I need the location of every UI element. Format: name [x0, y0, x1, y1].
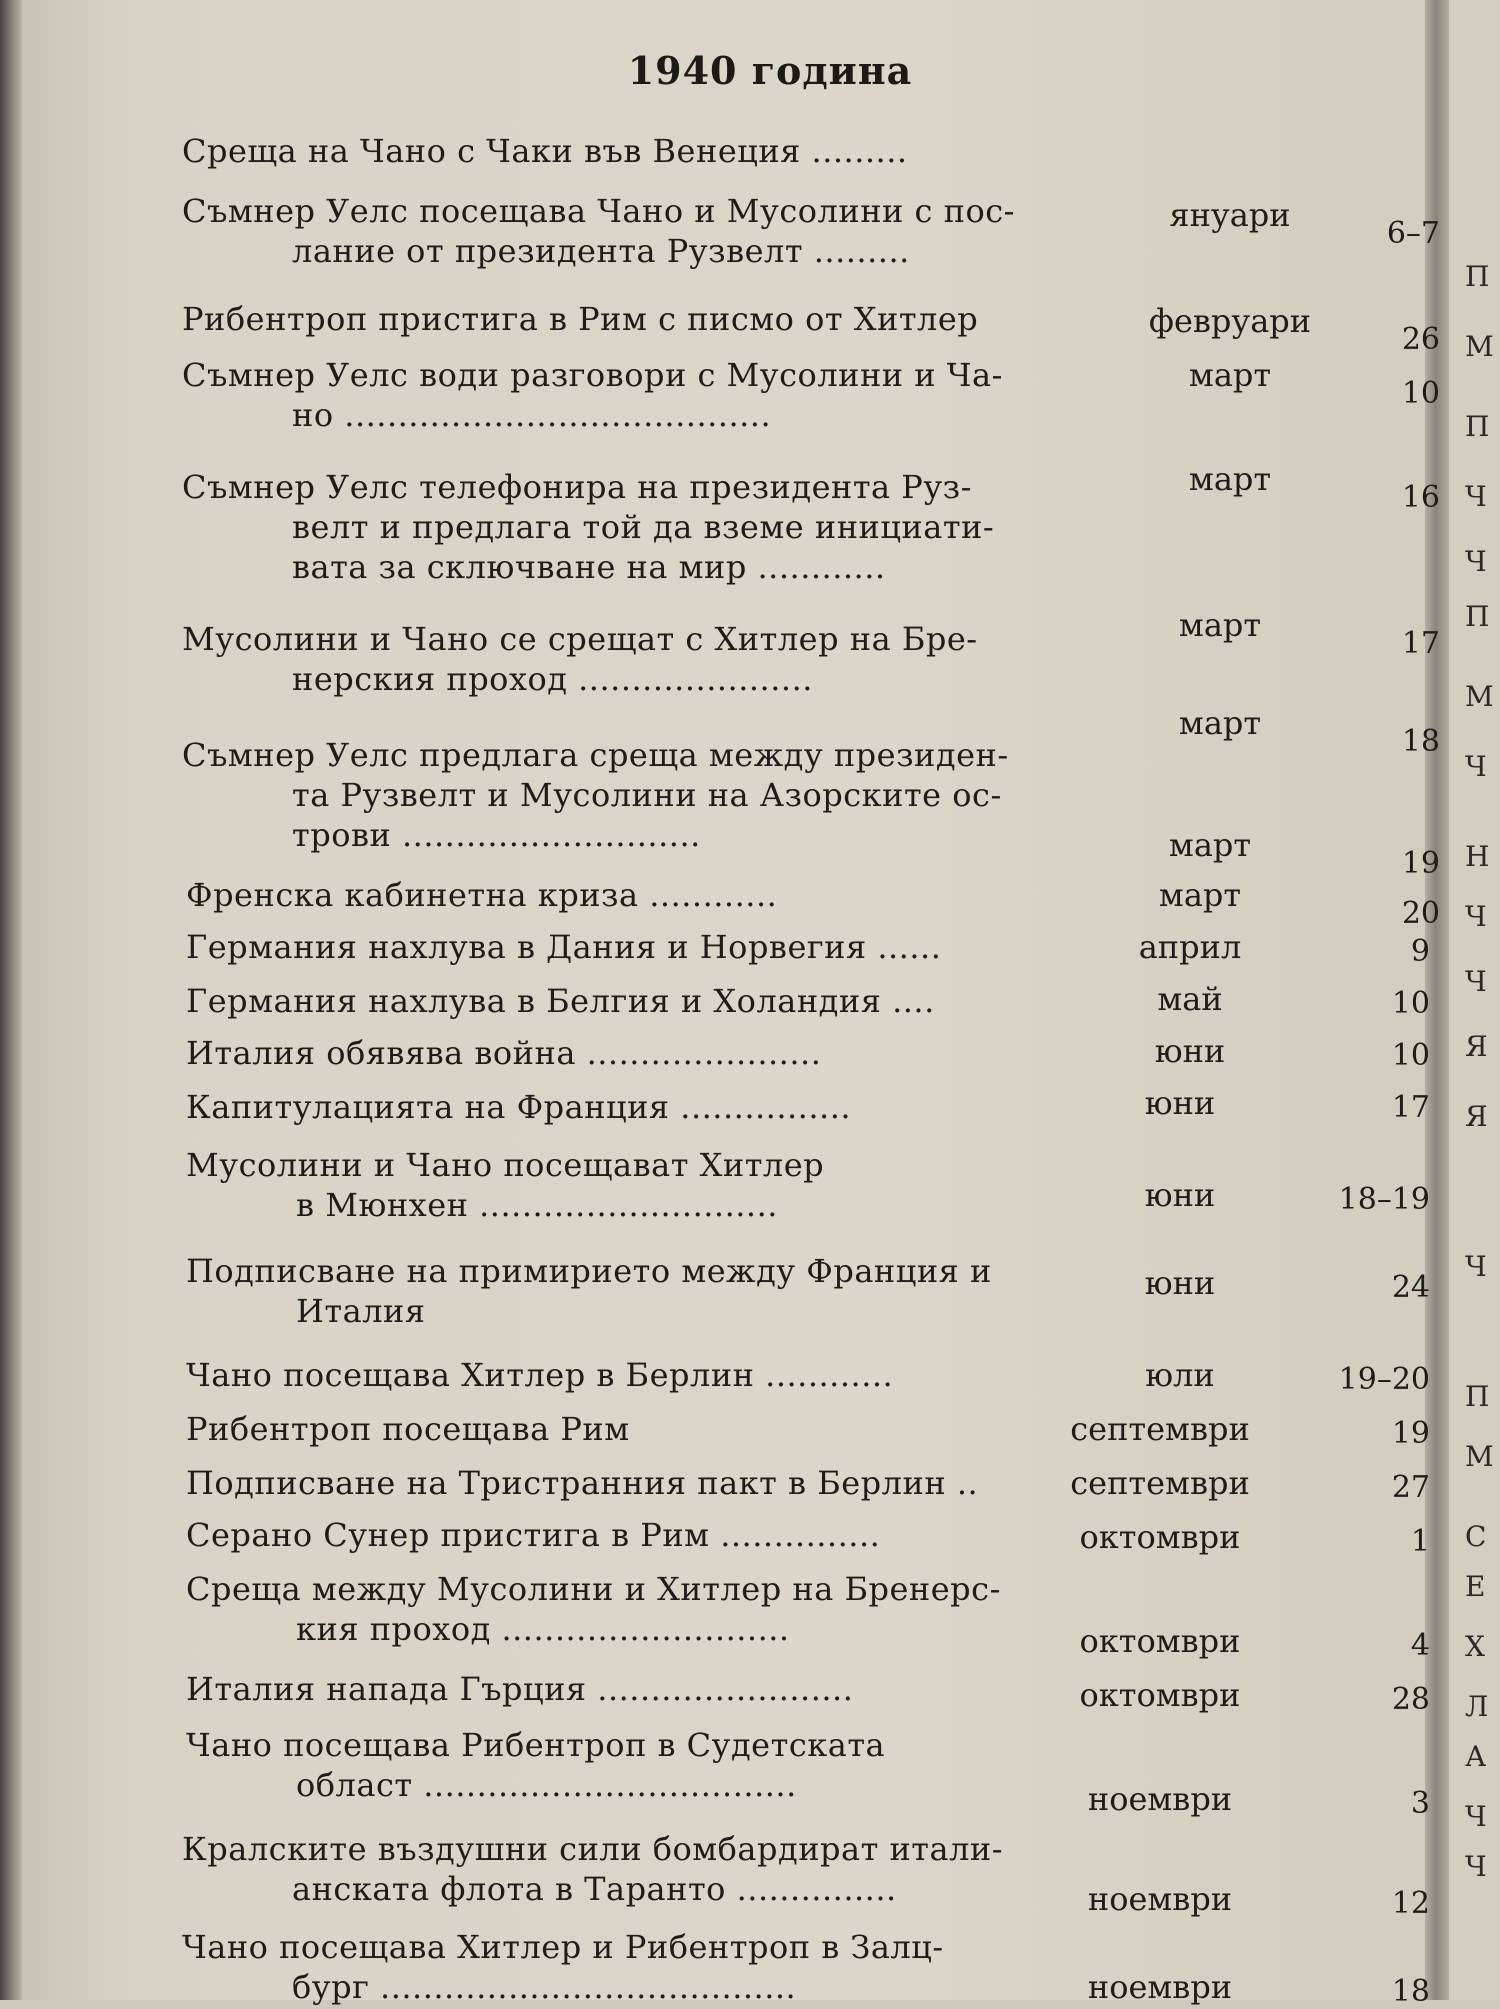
- entry-text-line: Съмнер Уелс посещава Чано и Мусолини с пос-: [182, 192, 1015, 230]
- entry-day: 10: [1391, 986, 1430, 1021]
- adjacent-page-letter: П: [1465, 410, 1490, 443]
- entry-month: март: [1188, 460, 1272, 498]
- entry-text-line: Чано посещава Хитлер в Берлин ............: [186, 1356, 894, 1394]
- entry-month: юни: [1154, 1032, 1226, 1070]
- adjacent-page-letter: А: [1465, 1740, 1487, 1773]
- adjacent-page-letter: Л: [1465, 1690, 1489, 1723]
- adjacent-page-letter: Ч: [1465, 900, 1487, 933]
- adjacent-page-fragment: [1449, 0, 1500, 2000]
- entry-day: 17: [1391, 1090, 1430, 1125]
- entry-month: септември: [1070, 1410, 1250, 1448]
- entry-month: юни: [1144, 1084, 1216, 1122]
- adjacent-page-letter: П: [1465, 600, 1490, 633]
- entry-day: 27: [1391, 1470, 1430, 1505]
- entry-month: март: [1158, 876, 1242, 914]
- adjacent-page-letter: Ч: [1465, 1850, 1487, 1883]
- entry-day: 28: [1391, 1682, 1430, 1717]
- adjacent-page-letter: Ч: [1465, 750, 1487, 783]
- entry-day: 26: [1401, 322, 1440, 357]
- entry-text-line: Подписване на Тристранния пакт в Берлин ..: [186, 1464, 979, 1502]
- entry-day: 4: [1410, 1628, 1430, 1663]
- entry-text-line: Кралските въздушни сили бомбардират итали-: [182, 1830, 1004, 1868]
- entry-text-line: бург .......................................: [292, 1968, 797, 2006]
- book-spine-shadow: [0, 0, 22, 2000]
- entry-day: 9: [1410, 934, 1430, 969]
- entry-text-line: Мусолини и Чано посещават Хитлер: [186, 1146, 825, 1184]
- entry-text-line: в Мюнхен ............................: [296, 1186, 778, 1224]
- entry-day: 18: [1391, 1974, 1430, 2009]
- adjacent-page-letter: П: [1465, 1380, 1490, 1413]
- entry-text-line: но ........................................: [292, 396, 772, 434]
- adjacent-page-letter: М: [1465, 330, 1494, 363]
- entry-day: 1: [1410, 1524, 1430, 1559]
- entry-day: 10: [1401, 376, 1440, 411]
- entry-text-line: Подписване на примирието между Франция и: [186, 1252, 992, 1290]
- entry-text-line: област ...................................: [296, 1766, 797, 1804]
- adjacent-page-letter: М: [1465, 680, 1494, 713]
- entry-text-line: кия проход ...........................: [296, 1610, 790, 1648]
- entry-text-line: нерския проход ......................: [292, 660, 813, 698]
- entry-month: юни: [1144, 1264, 1216, 1302]
- entry-text-line: Рибентроп посещава Рим: [186, 1410, 630, 1448]
- entry-month: септември: [1070, 1464, 1250, 1502]
- entry-month: октомври: [1079, 1622, 1241, 1660]
- entry-month: февруари: [1148, 302, 1312, 340]
- adjacent-page-letter: Х: [1465, 1630, 1485, 1663]
- entry-text-line: Съмнер Уелс предлага среща между президен-: [182, 736, 1009, 774]
- entry-text-line: Рибентроп пристига в Рим с писмо от Хитлер: [182, 300, 979, 338]
- entry-month: ноември: [1087, 1968, 1233, 2006]
- entry-text-line: Съмнер Уелс води разговори с Мусолини и Ча-: [182, 356, 1003, 394]
- entry-month: октомври: [1079, 1518, 1241, 1556]
- entry-text-line: велт и предлага той да вземе инициати-: [292, 508, 995, 546]
- adjacent-page-letter: Е: [1465, 1570, 1486, 1603]
- adjacent-page-letter: Я: [1465, 1100, 1488, 1133]
- entry-day: 24: [1391, 1270, 1430, 1305]
- entry-text-line: Среща между Мусолини и Хитлер на Бренерс-: [186, 1570, 1001, 1608]
- entry-text-line: Чано посещава Хитлер и Рибентроп в Залц-: [182, 1928, 944, 1966]
- entry-day: 18: [1401, 724, 1440, 759]
- adjacent-page-letter: Ч: [1465, 1800, 1487, 1833]
- adjacent-page-letter: Я: [1465, 1030, 1488, 1063]
- entry-text-line: Италия: [296, 1292, 426, 1330]
- adjacent-page-letter: Ч: [1465, 545, 1487, 578]
- entry-month: март: [1168, 826, 1252, 864]
- entry-day: 12: [1391, 1886, 1430, 1921]
- entry-text-line: Капитулацията на Франция ................: [186, 1088, 852, 1126]
- entry-month: януари: [1169, 196, 1291, 234]
- entry-day: 19: [1401, 846, 1440, 881]
- entry-month: ноември: [1087, 1880, 1233, 1918]
- entry-month: юли: [1145, 1356, 1215, 1394]
- entry-month: юни: [1144, 1176, 1216, 1214]
- entry-month: ноември: [1087, 1780, 1233, 1818]
- entry-text-line: Италия обявява война ......................: [186, 1034, 822, 1072]
- page-title: 1940 година: [627, 48, 913, 93]
- entry-day: 10: [1391, 1038, 1430, 1073]
- adjacent-page-letter: П: [1465, 260, 1490, 293]
- entry-text-line: Френска кабинетна криза ............: [186, 876, 778, 914]
- adjacent-page-letter: Н: [1465, 840, 1490, 873]
- entry-month: октомври: [1079, 1676, 1241, 1714]
- adjacent-page-letter: С: [1465, 1520, 1487, 1553]
- entry-month: април: [1138, 928, 1242, 966]
- entry-text-line: вата за сключване на мир ............: [292, 548, 886, 586]
- entry-day: 3: [1410, 1786, 1430, 1821]
- entry-text-line: Среща на Чано с Чаки във Венеция .........: [182, 132, 908, 170]
- adjacent-page-letter: Ч: [1465, 1250, 1487, 1283]
- entry-month: март: [1178, 704, 1262, 742]
- entry-text-line: лание от президента Рузвелт .........: [292, 232, 910, 270]
- entry-text-line: Германия нахлува в Дания и Норвегия ......: [186, 928, 942, 966]
- entry-text-line: анската флота в Таранто ...............: [292, 1870, 897, 1908]
- adjacent-page-letter: Ч: [1465, 965, 1487, 998]
- entry-month: май: [1157, 980, 1223, 1018]
- entry-text-line: трови ............................: [292, 816, 701, 854]
- entry-text-line: Съмнер Уелс телефонира на президента Руз-: [182, 468, 972, 506]
- entry-day: 19: [1391, 1416, 1430, 1451]
- entry-day: 16: [1401, 480, 1440, 515]
- entry-day: 6–7: [1386, 216, 1440, 251]
- entry-text-line: Италия напада Гърция ........................: [186, 1670, 854, 1708]
- entry-month: март: [1178, 606, 1262, 644]
- entry-month: март: [1188, 356, 1272, 394]
- entry-text-line: Чано посещава Рибентроп в Судетската: [186, 1726, 886, 1764]
- adjacent-page-letter: Ч: [1465, 480, 1487, 513]
- entry-day: 19–20: [1338, 1362, 1430, 1397]
- entry-text-line: та Рузвелт и Мусолини на Азорските ос-: [292, 776, 1002, 814]
- entry-text-line: Мусолини и Чано се срещат с Хитлер на Бре-: [182, 620, 978, 658]
- entry-day: 18–19: [1338, 1182, 1430, 1217]
- entry-day: 17: [1401, 626, 1440, 661]
- entry-text-line: Германия нахлува в Белгия и Холандия ....: [186, 982, 935, 1020]
- entry-day: 20: [1401, 896, 1440, 931]
- entry-text-line: Серано Сунер пристига в Рим ...............: [186, 1516, 881, 1554]
- adjacent-page-letter: М: [1465, 1440, 1494, 1473]
